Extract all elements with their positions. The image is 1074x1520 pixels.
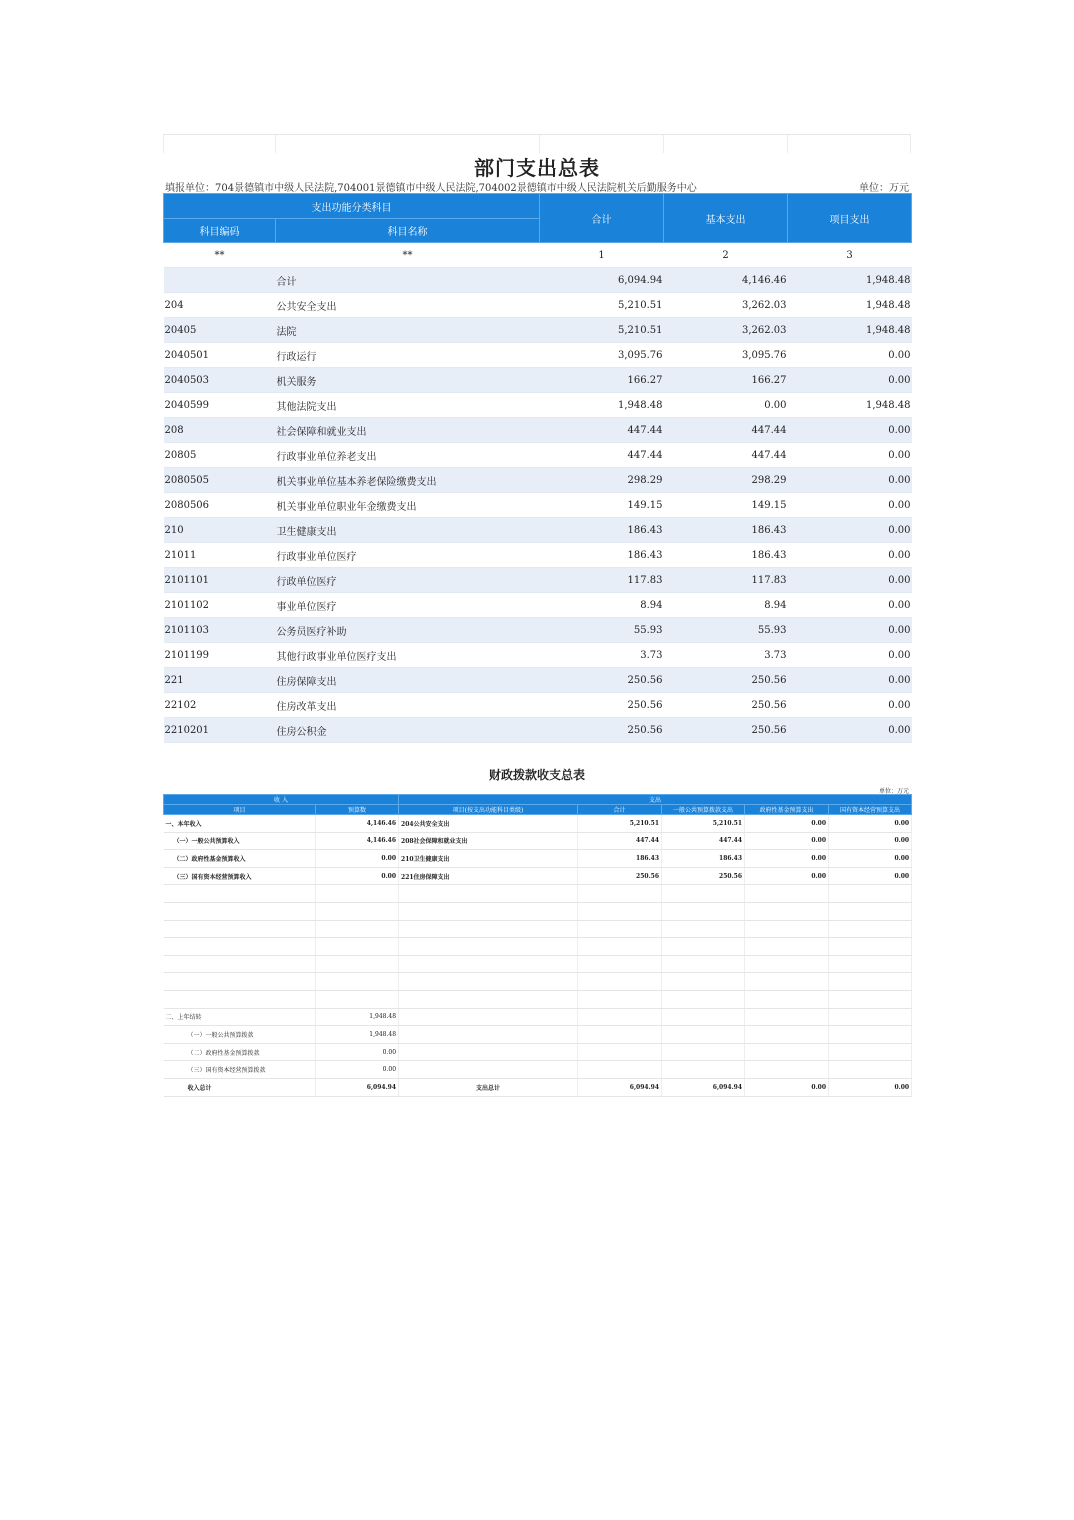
index-cell: 1 xyxy=(540,243,664,268)
table-row xyxy=(164,468,912,493)
subject-code: 2040599 xyxy=(164,393,276,418)
fund-budget-value xyxy=(745,955,829,973)
table-row xyxy=(164,268,912,293)
income-item: （一）一般公共预算拨款 xyxy=(164,1026,316,1044)
table-row xyxy=(164,443,912,468)
subject-code: 20805 xyxy=(164,443,276,468)
table-row xyxy=(164,643,912,668)
income-item: （三）国有资本经营预算拨款 xyxy=(164,1061,316,1079)
basic-value: 166.27 xyxy=(664,368,788,393)
table-row xyxy=(164,885,912,903)
expense-item xyxy=(399,1008,578,1026)
state-capital-value xyxy=(829,1061,912,1079)
project-value: 0.00 xyxy=(788,418,912,443)
income-item xyxy=(164,955,316,973)
general-budget-value xyxy=(662,1043,745,1061)
basic-value: 3.73 xyxy=(664,643,788,668)
table-row xyxy=(164,618,912,643)
header-expense: 支出 xyxy=(399,795,912,805)
total-value: 5,210.51 xyxy=(540,318,664,343)
income-item xyxy=(164,902,316,920)
expense-item: 208社会保障和就业支出 xyxy=(399,832,578,850)
table-row xyxy=(164,418,912,443)
general-budget-value xyxy=(662,902,745,920)
total-value: 447.44 xyxy=(540,418,664,443)
basic-value: 186.43 xyxy=(664,518,788,543)
budget-value xyxy=(316,973,399,991)
general-budget-value: 447.44 xyxy=(662,832,745,850)
fund-budget-value: 0.00 xyxy=(745,815,829,833)
total-value: 186.43 xyxy=(540,543,664,568)
expense-item xyxy=(399,973,578,991)
project-value: 0.00 xyxy=(788,618,912,643)
budget-value: 0.00 xyxy=(316,867,399,885)
general-budget-value xyxy=(662,920,745,938)
table-row xyxy=(164,920,912,938)
expense-item: 210卫生健康支出 xyxy=(399,850,578,868)
table1 xyxy=(163,193,912,743)
budget-value xyxy=(316,938,399,956)
table1-meta xyxy=(163,179,911,193)
basic-value: 3,262.03 xyxy=(664,293,788,318)
table-row xyxy=(164,568,912,593)
table-row xyxy=(164,318,912,343)
table-row xyxy=(164,1078,912,1096)
header-total: 合计 xyxy=(540,194,664,243)
general-budget-value xyxy=(662,990,745,1008)
expense-item: 204公共安全支出 xyxy=(399,815,578,833)
total-value xyxy=(578,1061,662,1079)
table-row xyxy=(164,543,912,568)
basic-value: 3,095.76 xyxy=(664,343,788,368)
budget-value: 1,948.48 xyxy=(316,1008,399,1026)
subject-name: 其他行政事业单位医疗支出 xyxy=(276,643,540,668)
total-value: 55.93 xyxy=(540,618,664,643)
state-capital-value: 0.00 xyxy=(829,815,912,833)
subject-code: 2040503 xyxy=(164,368,276,393)
table-row xyxy=(164,973,912,991)
subject-code: 21011 xyxy=(164,543,276,568)
fund-budget-value xyxy=(745,1043,829,1061)
project-value: 0.00 xyxy=(788,343,912,368)
total-value: 5,210.51 xyxy=(578,815,662,833)
table2-title: 财政拨款收支总表 xyxy=(488,768,585,782)
fund-budget-value: 0.00 xyxy=(745,1078,829,1096)
sheet-top-grid xyxy=(163,134,911,153)
header-basic: 基本支出 xyxy=(664,194,788,243)
budget-value xyxy=(316,920,399,938)
subject-code: 2101199 xyxy=(164,643,276,668)
subject-code: 2101102 xyxy=(164,593,276,618)
subject-name: 住房改革支出 xyxy=(276,693,540,718)
table-row xyxy=(164,593,912,618)
subject-name: 行政事业单位养老支出 xyxy=(276,443,540,468)
state-capital-value: 0.00 xyxy=(829,850,912,868)
table-row xyxy=(164,815,912,833)
expense-item xyxy=(399,1061,578,1079)
state-capital-value: 0.00 xyxy=(829,832,912,850)
total-value: 186.43 xyxy=(578,850,662,868)
fund-budget-value xyxy=(745,902,829,920)
project-value: 1,948.48 xyxy=(788,393,912,418)
unit-label: 单位：万元 xyxy=(859,183,909,194)
income-item xyxy=(164,990,316,1008)
project-value: 0.00 xyxy=(788,643,912,668)
subject-name: 机关事业单位职业年金缴费支出 xyxy=(276,493,540,518)
basic-value: 4,146.46 xyxy=(664,268,788,293)
table-row xyxy=(164,1008,912,1026)
table-row xyxy=(164,368,912,393)
table-row xyxy=(164,1061,912,1079)
basic-value: 0.00 xyxy=(664,393,788,418)
project-value: 0.00 xyxy=(788,718,912,743)
state-capital-value xyxy=(829,1026,912,1044)
table-row xyxy=(164,493,912,518)
general-budget-value xyxy=(662,885,745,903)
budget-value xyxy=(316,955,399,973)
header-state: 国有资本经营预算支出 xyxy=(829,805,912,815)
total-value: 149.15 xyxy=(540,493,664,518)
budget-value xyxy=(316,902,399,920)
project-value: 0.00 xyxy=(788,543,912,568)
subject-name: 住房保障支出 xyxy=(276,668,540,693)
table2-body xyxy=(164,815,912,1097)
total-value xyxy=(578,955,662,973)
subject-code: 20405 xyxy=(164,318,276,343)
table-row xyxy=(164,867,912,885)
project-value: 1,948.48 xyxy=(788,318,912,343)
header-budget: 预算数 xyxy=(316,805,399,815)
table2-unit-label: 单位：万元 xyxy=(878,788,909,795)
expense-item xyxy=(399,902,578,920)
total-value: 5,210.51 xyxy=(540,293,664,318)
total-value: 250.56 xyxy=(540,693,664,718)
income-item xyxy=(164,885,316,903)
header-name: 科目名称 xyxy=(276,219,540,243)
table1-body xyxy=(164,243,912,743)
state-capital-value xyxy=(829,973,912,991)
table-row xyxy=(164,850,912,868)
expense-item xyxy=(399,920,578,938)
header-function-class: 支出功能分类科目 xyxy=(164,194,540,219)
expense-item xyxy=(399,1026,578,1044)
total-value: 166.27 xyxy=(540,368,664,393)
fund-budget-value xyxy=(745,1061,829,1079)
table1-title: 部门支出总表 xyxy=(474,156,600,180)
state-capital-value xyxy=(829,902,912,920)
budget-value xyxy=(316,990,399,1008)
subject-code: 22102 xyxy=(164,693,276,718)
table-row xyxy=(164,955,912,973)
total-value: 447.44 xyxy=(540,443,664,468)
general-budget-value: 6,094.94 xyxy=(662,1078,745,1096)
budget-value: 1,948.48 xyxy=(316,1026,399,1044)
total-value xyxy=(578,1043,662,1061)
expense-item xyxy=(399,885,578,903)
subject-name: 住房公积金 xyxy=(276,718,540,743)
state-capital-value: 0.00 xyxy=(829,1078,912,1096)
total-value: 3,095.76 xyxy=(540,343,664,368)
reporting-unit: 填报单位：704景德镇市中级人民法院,704001景德镇市中级人民法院,704002景德镇市中级人民法院机关后勤服务中心 xyxy=(165,183,697,194)
subject-name: 事业单位医疗 xyxy=(276,593,540,618)
table-row xyxy=(164,832,912,850)
subject-name: 机关事业单位基本养老保险缴费支出 xyxy=(276,468,540,493)
project-value: 0.00 xyxy=(788,593,912,618)
fund-budget-value xyxy=(745,1026,829,1044)
income-item: 二、上年结转 xyxy=(164,1008,316,1026)
fund-budget-value xyxy=(745,885,829,903)
subject-name: 行政单位医疗 xyxy=(276,568,540,593)
expense-item xyxy=(399,1043,578,1061)
project-value: 0.00 xyxy=(788,443,912,468)
table-row xyxy=(164,293,912,318)
total-value: 8.94 xyxy=(540,593,664,618)
project-value: 0.00 xyxy=(788,493,912,518)
expense-item xyxy=(399,938,578,956)
state-capital-value xyxy=(829,920,912,938)
project-value: 0.00 xyxy=(788,468,912,493)
subject-name: 卫生健康支出 xyxy=(276,518,540,543)
table-row xyxy=(164,1026,912,1044)
expense-item: 支出总计 xyxy=(399,1078,578,1096)
header-project: 项目支出 xyxy=(788,194,912,243)
general-budget-value xyxy=(662,938,745,956)
total-value: 250.56 xyxy=(540,718,664,743)
general-budget-value: 250.56 xyxy=(662,867,745,885)
subject-name: 行政运行 xyxy=(276,343,540,368)
state-capital-value xyxy=(829,990,912,1008)
header-general: 一般公共预算拨款支出 xyxy=(662,805,745,815)
state-capital-value xyxy=(829,885,912,903)
department-expenditure-summary xyxy=(163,134,911,738)
project-value: 0.00 xyxy=(788,668,912,693)
basic-value: 447.44 xyxy=(664,418,788,443)
state-capital-value: 0.00 xyxy=(829,867,912,885)
total-value xyxy=(578,938,662,956)
income-item: （一）一般公共预算收入 xyxy=(164,832,316,850)
subject-code: 2210201 xyxy=(164,718,276,743)
project-value: 1,948.48 xyxy=(788,268,912,293)
budget-value: 4,146.46 xyxy=(316,815,399,833)
header-item: 项目 xyxy=(164,805,316,815)
basic-value: 117.83 xyxy=(664,568,788,593)
income-item: 收入总计 xyxy=(164,1078,316,1096)
general-budget-value xyxy=(662,1026,745,1044)
table-row xyxy=(164,343,912,368)
project-value: 1,948.48 xyxy=(788,293,912,318)
budget-value xyxy=(316,885,399,903)
fund-budget-value xyxy=(745,973,829,991)
general-budget-value: 186.43 xyxy=(662,850,745,868)
general-budget-value xyxy=(662,973,745,991)
project-value: 0.00 xyxy=(788,368,912,393)
total-value: 447.44 xyxy=(578,832,662,850)
fund-budget-value xyxy=(745,1008,829,1026)
header-exp-item: 项目(按支出功能科目类级) xyxy=(399,805,578,815)
subject-code: 2080506 xyxy=(164,493,276,518)
total-value: 250.56 xyxy=(578,867,662,885)
general-budget-value: 5,210.51 xyxy=(662,815,745,833)
basic-value: 149.15 xyxy=(664,493,788,518)
basic-value: 250.56 xyxy=(664,693,788,718)
total-value: 186.43 xyxy=(540,518,664,543)
subject-code: 208 xyxy=(164,418,276,443)
table-row xyxy=(164,990,912,1008)
fund-budget-value xyxy=(745,938,829,956)
subject-code: 2101101 xyxy=(164,568,276,593)
fund-budget-value xyxy=(745,920,829,938)
subject-name: 合计 xyxy=(276,268,540,293)
basic-value: 3,262.03 xyxy=(664,318,788,343)
basic-value: 447.44 xyxy=(664,443,788,468)
table-row xyxy=(164,518,912,543)
total-value: 6,094.94 xyxy=(540,268,664,293)
general-budget-value xyxy=(662,955,745,973)
basic-value: 55.93 xyxy=(664,618,788,643)
subject-code: 2101103 xyxy=(164,618,276,643)
table-row xyxy=(164,938,912,956)
expense-item xyxy=(399,955,578,973)
state-capital-value xyxy=(829,1008,912,1026)
subject-name: 法院 xyxy=(276,318,540,343)
expense-item xyxy=(399,990,578,1008)
subject-code: 221 xyxy=(164,668,276,693)
table-row xyxy=(164,693,912,718)
income-item: （二）政府性基金预算拨款 xyxy=(164,1043,316,1061)
index-cell: 3 xyxy=(788,243,912,268)
budget-value: 0.00 xyxy=(316,850,399,868)
total-value xyxy=(578,920,662,938)
basic-value: 250.56 xyxy=(664,668,788,693)
subject-name: 公务员医疗补助 xyxy=(276,618,540,643)
income-item xyxy=(164,920,316,938)
total-value xyxy=(578,990,662,1008)
table-row xyxy=(164,902,912,920)
income-item xyxy=(164,973,316,991)
income-item: 一、本年收入 xyxy=(164,815,316,833)
subject-name: 行政事业单位医疗 xyxy=(276,543,540,568)
total-value: 1,948.48 xyxy=(540,393,664,418)
income-item: （二）政府性基金预算收入 xyxy=(164,850,316,868)
total-value: 250.56 xyxy=(540,668,664,693)
index-cell: ** xyxy=(164,243,276,268)
project-value: 0.00 xyxy=(788,568,912,593)
fund-budget-value: 0.00 xyxy=(745,850,829,868)
index-row xyxy=(164,243,912,268)
header-total: 合计 xyxy=(578,805,662,815)
total-value: 3.73 xyxy=(540,643,664,668)
index-cell: ** xyxy=(276,243,540,268)
total-value xyxy=(578,973,662,991)
state-capital-value xyxy=(829,955,912,973)
total-value xyxy=(578,902,662,920)
budget-value: 0.00 xyxy=(316,1043,399,1061)
fund-budget-value: 0.00 xyxy=(745,867,829,885)
subject-code: 2040501 xyxy=(164,343,276,368)
total-value: 6,094.94 xyxy=(578,1078,662,1096)
project-value: 0.00 xyxy=(788,518,912,543)
general-budget-value xyxy=(662,1008,745,1026)
subject-code: 2080505 xyxy=(164,468,276,493)
fund-budget-value: 0.00 xyxy=(745,832,829,850)
subject-code xyxy=(164,268,276,293)
expense-item: 221住房保障支出 xyxy=(399,867,578,885)
subject-code: 210 xyxy=(164,518,276,543)
budget-value: 4,146.46 xyxy=(316,832,399,850)
total-value: 117.83 xyxy=(540,568,664,593)
table2 xyxy=(163,794,912,1097)
subject-name: 机关服务 xyxy=(276,368,540,393)
index-cell: 2 xyxy=(664,243,788,268)
project-value: 0.00 xyxy=(788,693,912,718)
basic-value: 298.29 xyxy=(664,468,788,493)
subject-name: 社会保障和就业支出 xyxy=(276,418,540,443)
subject-code: 204 xyxy=(164,293,276,318)
header-income: 收 入 xyxy=(164,795,399,805)
income-item: （三）国有资本经营预算收入 xyxy=(164,867,316,885)
total-value xyxy=(578,1026,662,1044)
table-row xyxy=(164,668,912,693)
state-capital-value xyxy=(829,1043,912,1061)
state-capital-value xyxy=(829,938,912,956)
basic-value: 186.43 xyxy=(664,543,788,568)
table-row xyxy=(164,393,912,418)
general-budget-value xyxy=(662,1061,745,1079)
total-value: 298.29 xyxy=(540,468,664,493)
table-row xyxy=(164,718,912,743)
basic-value: 250.56 xyxy=(664,718,788,743)
fund-budget-value xyxy=(745,990,829,1008)
table-row xyxy=(164,1043,912,1061)
subject-name: 其他法院支出 xyxy=(276,393,540,418)
total-value xyxy=(578,885,662,903)
header-fund: 政府性基金预算支出 xyxy=(745,805,829,815)
basic-value: 8.94 xyxy=(664,593,788,618)
header-code: 科目编码 xyxy=(164,219,276,243)
total-value xyxy=(578,1008,662,1026)
subject-name: 公共安全支出 xyxy=(276,293,540,318)
income-item xyxy=(164,938,316,956)
budget-value: 6,094.94 xyxy=(316,1078,399,1096)
budget-value: 0.00 xyxy=(316,1061,399,1079)
